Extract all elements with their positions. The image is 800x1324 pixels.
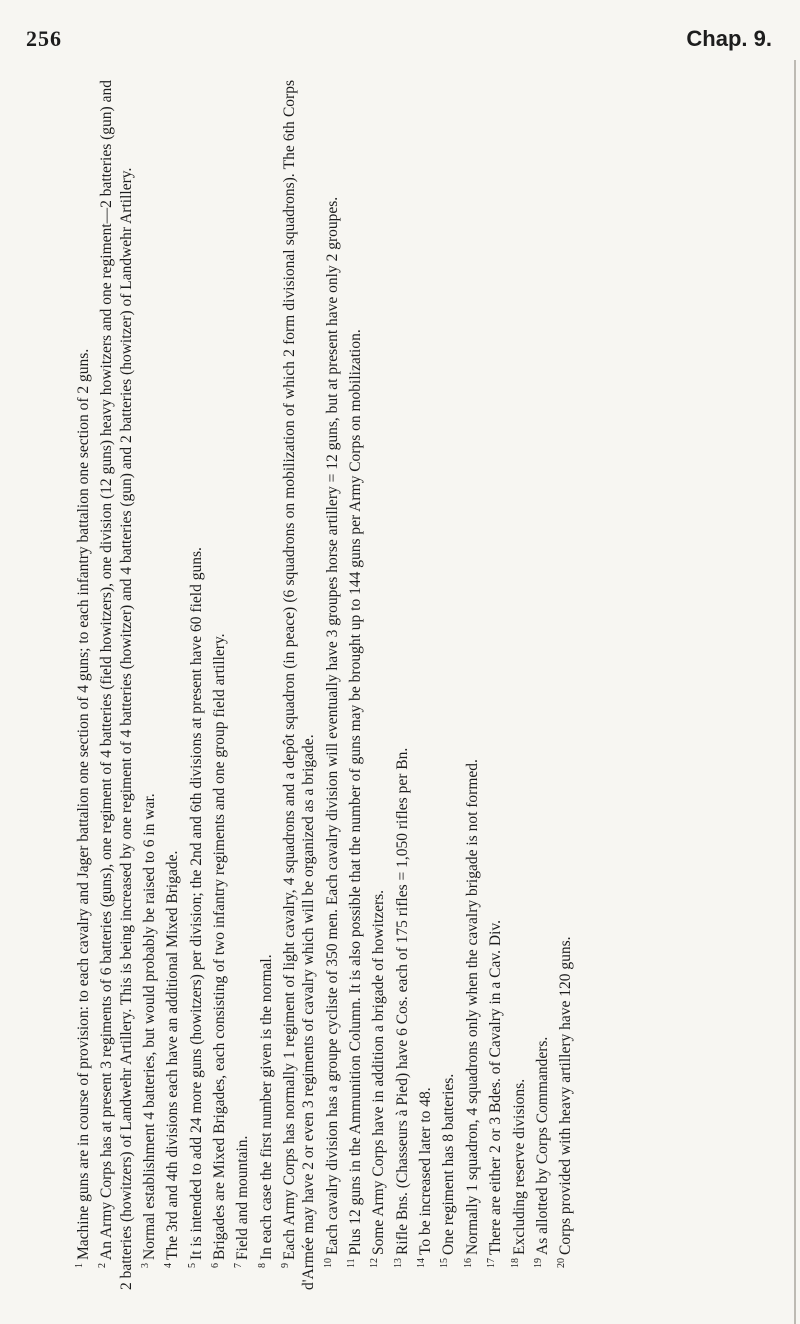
chapter-heading: Chap. 9. xyxy=(686,26,772,51)
footnote-19: $^{19}$As allotted by Corps Commanders. xyxy=(532,1036,552,1268)
footnote-20: $^{20}$Corps provided with heavy artillery have 120 guns. xyxy=(556,936,575,1268)
footnote-2: $^2$An Army Corps has at present 3 regiments of 6 batteries (guns), one regiment of 4 batteries (field howitzers), one division (12 guns) heavy howitzers and one regiment—2 batteries (gun) and 2 batteries (howitzers) of Landwehr Artillery. This is being increased by one regiment of 4 batteries (howitzer) and 4 batteries (gun) and 2 batteries (howitzer) of Landwehr Artillery. xyxy=(97,80,135,1290)
footnote-7: $^7$Field and mountain. xyxy=(233,1135,252,1268)
rotated-footnotes xyxy=(70,80,750,1290)
footnote-17: $^{17}$There are either 2 or 3 Bdes. of Cavalry in a Cav. Div. xyxy=(486,920,505,1268)
page-number: 256 xyxy=(26,26,62,51)
footnote-4: $^4$The 3rd and 4th divisions each have an additional Mixed Brigade. xyxy=(163,850,182,1268)
footnote-6: $^6$Brigades are Mixed Brigades, each consisting of two infantry regiments and one group field artillery. xyxy=(210,633,229,1268)
footnote-13: $^{13}$Rifle Bns. (Chasseurs à Pied) have 6 Cos. each of 175 rifles = 1,050 rifles per Bn. xyxy=(392,747,411,1268)
footnotes-block xyxy=(70,80,750,1290)
footnote-10: $^{10}$Each cavalry division has a groupe cycliste of 350 men. Each cavalry division will eventually have 3 groupes horse artillery = 12 guns, but at present have only 2 groupes. xyxy=(322,196,341,1268)
footnote-3: $^3$Normal establishment 4 batteries, but would probably be raised to 6 in war. xyxy=(139,793,159,1268)
page-edge-divider xyxy=(794,60,796,1324)
footnote-15: $^{15}$One regiment has 8 batteries. xyxy=(439,1073,458,1268)
footnote-5: $^5$It is intended to add 24 more guns (howitzers) per division; the 2nd and 6th divisions at present have 60 field guns. xyxy=(186,547,205,1268)
footnote-14: $^{14}$To be increased later to 48. xyxy=(416,1087,435,1268)
footnote-12: $^{12}$Some Army Corps have in addition a brigade of howitzers. xyxy=(369,889,388,1268)
footnote-18: $^{18}$Excluding reserve divisions. xyxy=(509,1078,528,1268)
footnote-8: $^8$In each case the first number given is the normal. xyxy=(256,954,275,1268)
footnote-11: $^{11}$Plus 12 guns in the Ammunition Column. It is also possible that the number of guns may be brought up to 144 guns per Army Corps on mobilization. xyxy=(346,329,365,1268)
footnote-1: $^1$Machine guns are in course of provision: to each cavalry and Jager battalion one section of 4 guns; to each infantry battalion one section of 2 guns. xyxy=(74,348,93,1268)
footnote-16: $^{16}$Normally 1 squadron, 4 squadrons only when the cavalry brigade is not formed. xyxy=(462,759,481,1268)
footnote-9: $^9$Each Army Corps has normally 1 regiment of light cavalry, 4 squadrons and a depôt squadron (in peace) (6 squadrons on mobilization of which 2 form divisional squadrons). The 6th Corps d'Armée may have 2 or even 3 regiments of cavalry which will be organized as a brigade. xyxy=(280,80,318,1290)
